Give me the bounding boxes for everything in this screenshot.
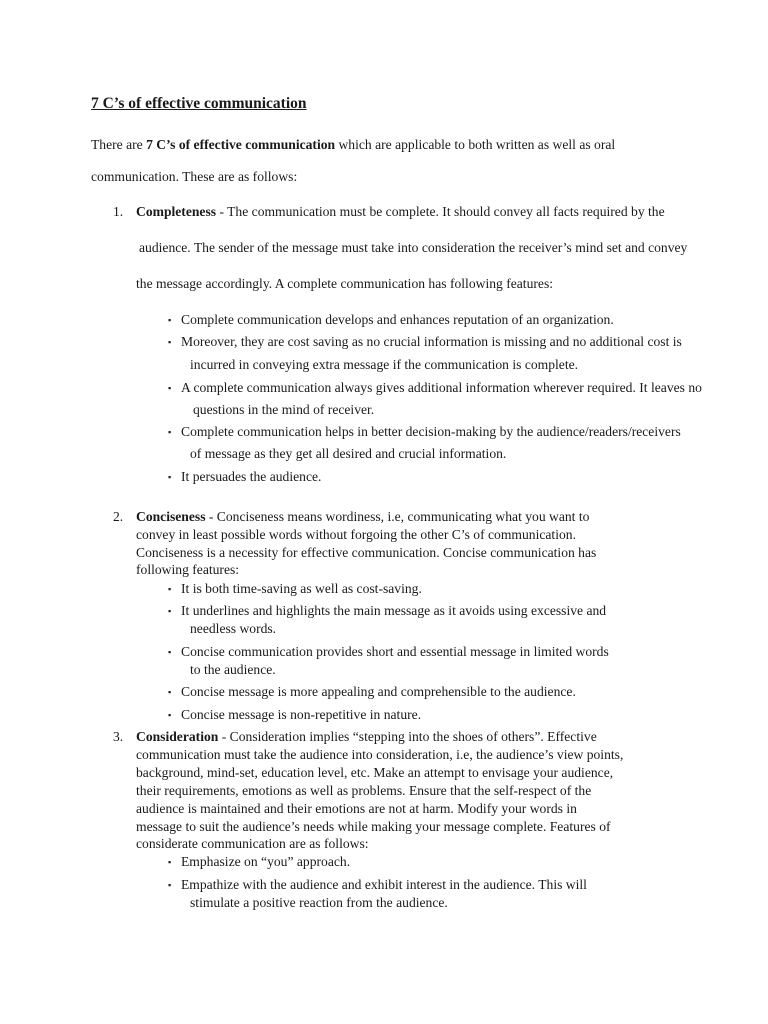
bullet-icon: ▪ (168, 687, 172, 697)
intro-suffix: which are applicable to both written as well as oral (335, 137, 616, 152)
section-text-line: considerate communication are as follows: (136, 836, 369, 851)
bullet-icon: ▪ (168, 315, 172, 325)
section-number: 2. (113, 509, 124, 524)
bullet-text: Moreover, they are cost saving as no crucial information is missing and no additional cost is (181, 334, 682, 349)
bullet-icon: ▪ (168, 584, 172, 594)
section-text-line: convey in least possible words without forgoing the other C’s of communication. (136, 527, 576, 542)
bullet-text: Concise message is more appealing and comprehensible to the audience. (181, 684, 576, 699)
section-number: 1. (113, 204, 124, 219)
bullet-text: A complete communication always gives additional information wherever required. It leaves no (181, 380, 702, 395)
bullet-icon: ▪ (168, 710, 172, 720)
section-lead-line (136, 508, 589, 526)
section-text-line: their requirements, emotions as well as problems. Ensure that the self-respect of the (136, 783, 592, 798)
section-text-line: audience is maintained and their emotions are not at harm. Modify your words in (136, 801, 577, 816)
section-text-line: the message accordingly. A complete communication has following features: (136, 276, 554, 291)
intro-line-2: communication. These are as follows: (91, 169, 298, 184)
bullet-text: Empathize with the audience and exhibit interest in the audience. This will (181, 877, 587, 892)
bullet-text: Complete communication helps in better decision-making by the audience/readers/receivers (181, 424, 681, 439)
intro-bold: 7 C’s of effective communication (146, 137, 336, 152)
bullet-icon: ▪ (168, 337, 172, 347)
section-number: 3. (113, 729, 124, 744)
bullet-icon: ▪ (168, 880, 172, 890)
section-text-line: audience. The sender of the message must take into consideration the receiver’s mind set and convey (139, 240, 688, 255)
intro-prefix: There are (91, 137, 147, 152)
section-lead: - Consideration implies “stepping into the shoes of others”. Effective (218, 729, 597, 744)
section-heading: Completeness (136, 204, 217, 219)
section-text-line: message to suit the audience’s needs while making your message complete. Features of (136, 819, 611, 834)
section-text-line: following features: (136, 562, 240, 577)
intro-line-1 (91, 136, 751, 154)
bullet-text: It underlines and highlights the main message as it avoids using excessive and (181, 603, 607, 618)
document-title: 7 C’s of effective communication (91, 95, 307, 112)
section-heading: Conciseness (136, 509, 206, 524)
section-text-line: communication must take the audience into consideration, i.e, the audience’s view points, (136, 747, 624, 762)
bullet-icon: ▪ (168, 383, 172, 393)
bullet-icon: ▪ (168, 427, 172, 437)
bullet-icon: ▪ (168, 472, 172, 482)
bullet-text: Complete communication develops and enhances reputation of an organization. (181, 312, 614, 327)
bullet-text-cont: of message as they get all desired and crucial information. (190, 446, 507, 461)
bullet-text-cont: stimulate a positive reaction from the audience. (190, 895, 448, 910)
bullet-icon: ▪ (168, 857, 172, 867)
section-lead: - The communication must be complete. It should convey all facts required by the (216, 204, 665, 219)
bullet-text-cont: questions in the mind of receiver. (193, 402, 375, 417)
section-lead-line (136, 728, 597, 746)
section-text-line: background, mind-set, education level, etc. Make an attempt to envisage your audience, (136, 765, 614, 780)
bullet-icon: ▪ (168, 606, 172, 616)
section-heading: Consideration (136, 729, 219, 744)
bullet-text: It persuades the audience. (181, 469, 322, 484)
bullet-text-cont: needless words. (190, 621, 277, 636)
bullet-text: It is both time-saving as well as cost-saving. (181, 581, 422, 596)
bullet-text-cont: incurred in conveying extra message if the communication is complete. (190, 357, 579, 372)
bullet-text: Concise communication provides short and essential message in limited words (181, 644, 609, 659)
section-lead-line (136, 203, 665, 221)
bullet-icon: ▪ (168, 647, 172, 657)
bullet-text: Concise message is non-repetitive in nature. (181, 707, 422, 722)
section-lead: - Conciseness means wordiness, i.e, communicating what you want to (205, 509, 590, 524)
bullet-text-cont: to the audience. (190, 662, 276, 677)
section-text-line: Conciseness is a necessity for effective communication. Concise communication has (136, 545, 597, 560)
bullet-text: Emphasize on “you” approach. (181, 854, 351, 869)
